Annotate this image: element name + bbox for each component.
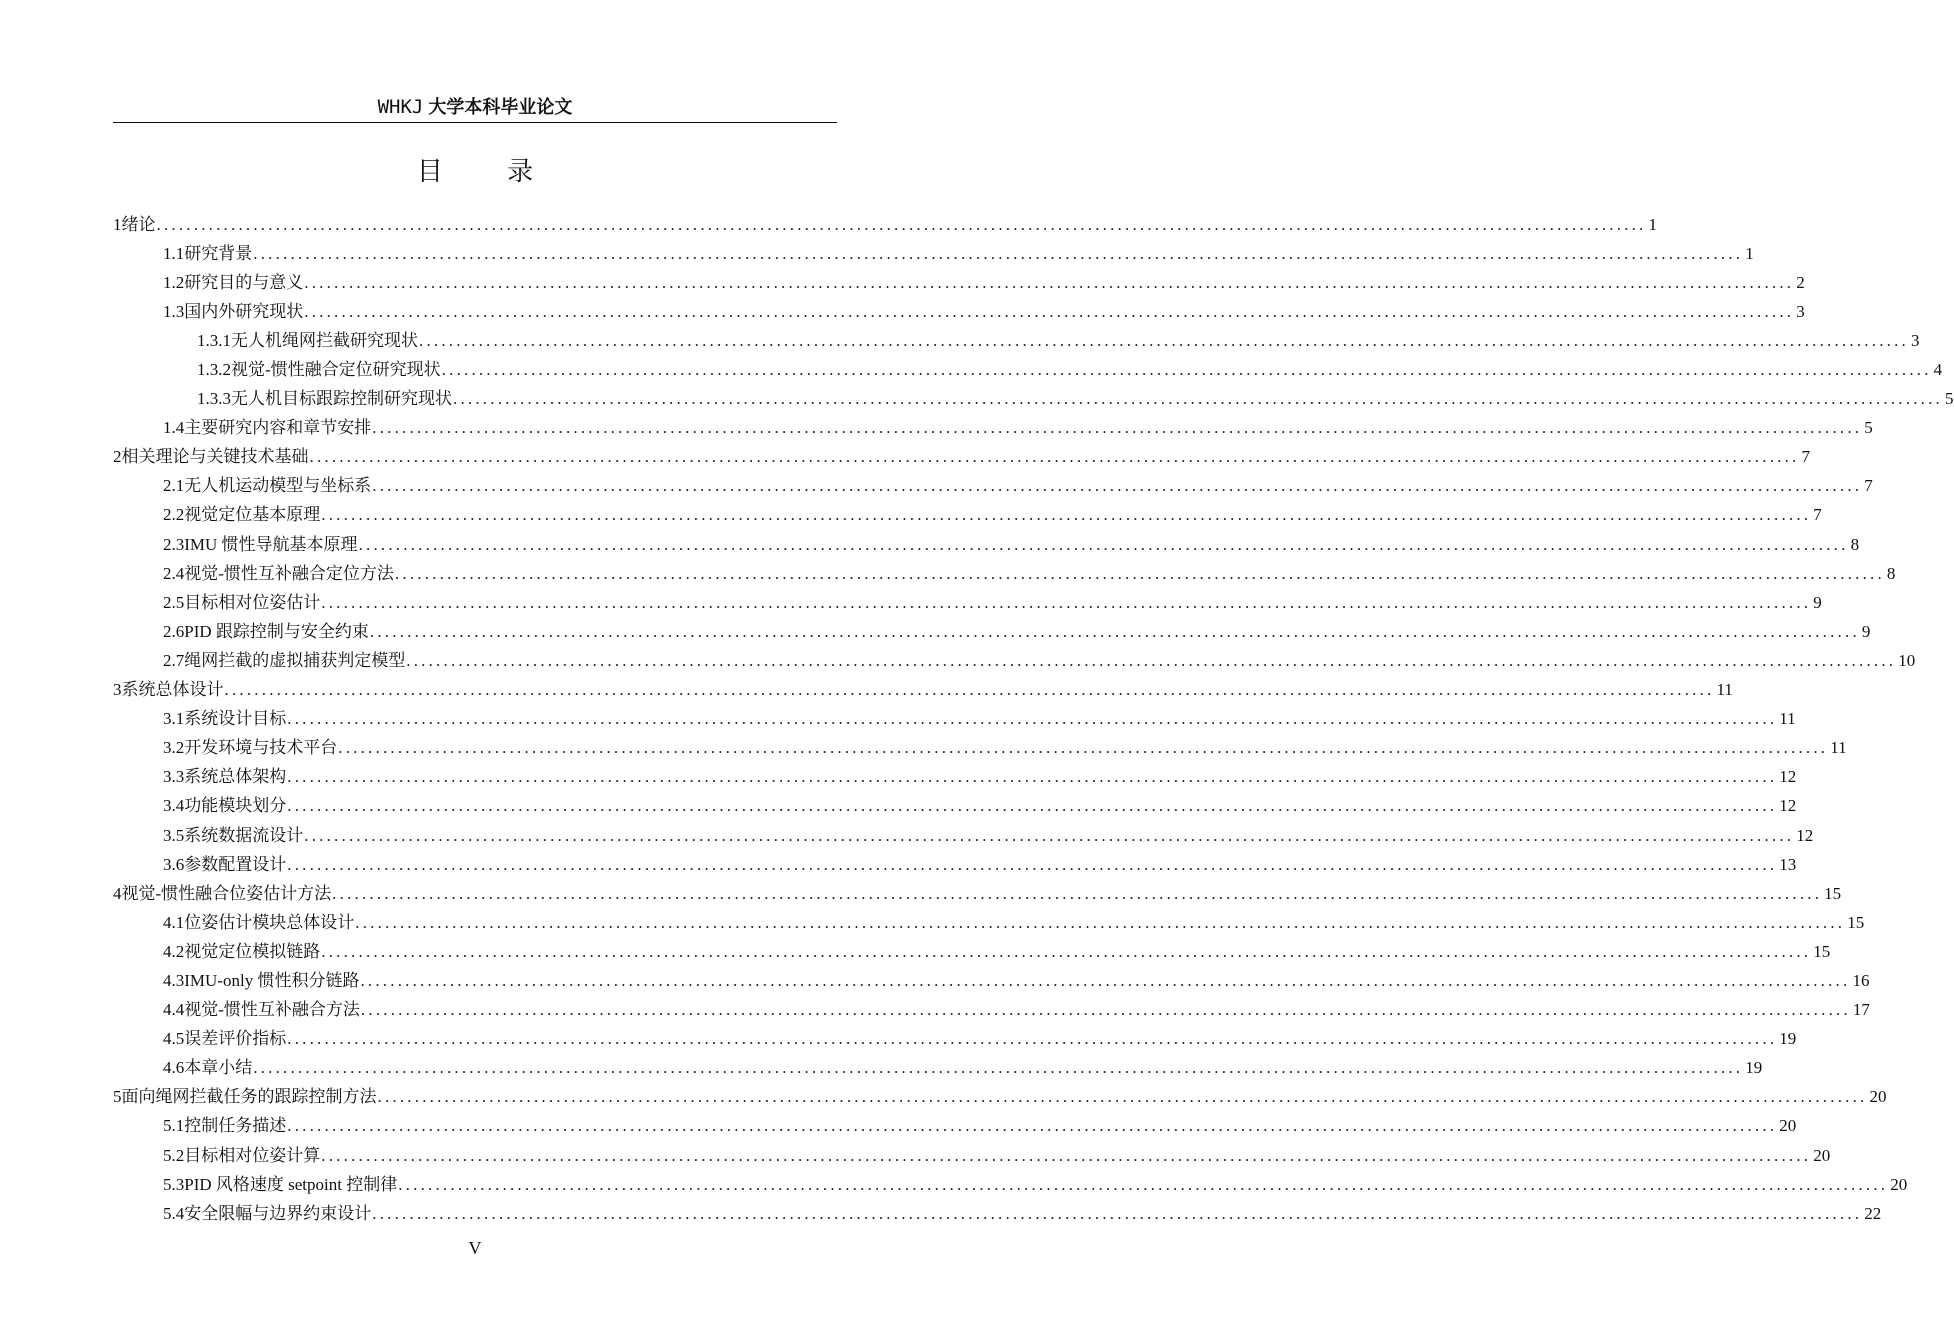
toc-entry-number: 2.5	[163, 592, 185, 612]
toc-entry-title: 面向绳网拦截任务的跟踪控制方法	[121, 1087, 377, 1107]
toc-entry[interactable]	[113, 617, 1871, 646]
toc-entry[interactable]	[113, 734, 1847, 763]
toc-leader-dots: ........................................................................................................................................................................................................	[321, 1145, 1812, 1165]
toc-entry[interactable]	[113, 385, 1954, 414]
toc-entry-title: IMU 惯性导航基本原理	[184, 534, 358, 554]
toc-entry[interactable]	[113, 210, 1657, 239]
toc-leader-dots: ........................................................................................................................................................................................................	[321, 941, 1812, 961]
running-header	[113, 92, 837, 123]
toc-leader-dots: ........................................................................................................................................................................................................	[287, 854, 1778, 874]
toc-entry-title: 视觉定位基本原理	[184, 505, 321, 525]
toc-entry-title: 本章小结	[184, 1058, 253, 1078]
toc-entry-page: 15	[1847, 912, 1865, 932]
toc-entry-title: 系统总体设计	[121, 680, 224, 700]
toc-entry-number: 5	[113, 1087, 122, 1107]
toc-entry[interactable]	[113, 1170, 1908, 1199]
toc-leader-dots: ........................................................................................................................................................................................................	[304, 272, 1795, 292]
toc-entry[interactable]	[113, 1025, 1797, 1054]
toc-entry-number: 1.3.2	[197, 360, 231, 380]
toc-entry[interactable]	[113, 1083, 1887, 1112]
header-thesis-title: 大学本科毕业论文	[428, 97, 573, 118]
toc-entry-number: 3.4	[163, 796, 185, 816]
toc-entry-page: 19	[1779, 1029, 1797, 1049]
toc-entry[interactable]	[113, 559, 1896, 588]
toc-entry[interactable]	[113, 763, 1797, 792]
table-of-contents	[113, 210, 1954, 1228]
toc-leader-dots: ........................................................................................................................................................................................................	[355, 912, 1846, 932]
toc-entry-number: 1.3.1	[197, 330, 231, 350]
toc-entry-page: 16	[1852, 970, 1870, 990]
toc-entry-title: 目标相对位姿计算	[184, 1145, 321, 1165]
toc-entry[interactable]	[113, 1112, 1797, 1141]
toc-entry-title: IMU-only 惯性积分链路	[184, 970, 360, 990]
toc-entry-number: 5.2	[163, 1145, 185, 1165]
toc-entry-page: 4	[1933, 360, 1943, 380]
toc-entry-title: 视觉-惯性互补融合方法	[184, 1000, 360, 1020]
toc-entry-number: 3.5	[163, 825, 185, 845]
toc-leader-dots: ........................................................................................................................................................................................................	[372, 1203, 1863, 1223]
toc-entry-title: 功能模块划分	[184, 796, 287, 816]
toc-entry-number: 2	[113, 447, 122, 467]
toc-entry-page: 10	[1898, 650, 1916, 670]
toc-entry-title: 位姿估计模块总体设计	[184, 912, 355, 932]
toc-leader-dots: ........................................................................................................................................................................................................	[304, 301, 1795, 321]
toc-entry-title: 研究目的与意义	[184, 272, 304, 292]
toc-entry-page: 19	[1745, 1058, 1763, 1078]
toc-leader-dots: ........................................................................................................................................................................................................	[360, 1000, 1851, 1020]
toc-entry-page: 12	[1779, 767, 1797, 787]
toc-entry-title: 绳网拦截的虚拟捕获判定模型	[184, 650, 406, 670]
toc-entry-title: 目标相对位姿估计	[184, 592, 321, 612]
toc-leader-dots: ........................................................................................................................................................................................................	[441, 360, 1932, 380]
toc-leader-dots: ........................................................................................................................................................................................................	[156, 214, 1647, 234]
toc-entry-number: 1.4	[163, 418, 185, 438]
toc-entry-number: 2.7	[163, 650, 185, 670]
toc-entry-page: 20	[1869, 1087, 1887, 1107]
toc-entry[interactable]	[113, 996, 1870, 1025]
toc-leader-dots: ........................................................................................................................................................................................................	[398, 1174, 1889, 1194]
toc-entry-number: 2.6	[163, 621, 185, 641]
toc-leader-dots: ........................................................................................................................................................................................................	[287, 767, 1778, 787]
toc-entry[interactable]	[113, 268, 1805, 297]
toc-entry-page: 12	[1779, 796, 1797, 816]
toc-leader-dots: ........................................................................................................................................................................................................	[309, 447, 1800, 467]
toc-entry-number: 2.2	[163, 505, 185, 525]
toc-leader-dots: ........................................................................................................................................................................................................	[287, 796, 1778, 816]
toc-entry[interactable]	[113, 501, 1822, 530]
toc-entry-number: 4.3	[163, 970, 185, 990]
toc-entry[interactable]	[113, 850, 1797, 879]
toc-entry-page: 11	[1779, 709, 1796, 729]
toc-entry-page: 5	[1864, 418, 1873, 438]
toc-leader-dots: ........................................................................................................................................................................................................	[287, 709, 1778, 729]
toc-entry[interactable]	[113, 355, 1943, 384]
toc-entry-number: 3.6	[163, 854, 185, 874]
toc-leader-dots: ........................................................................................................................................................................................................	[453, 389, 1943, 409]
toc-entry-title: 视觉定位模拟链路	[184, 941, 321, 961]
toc-leader-dots: ........................................................................................................................................................................................................	[287, 1116, 1778, 1136]
toc-entry[interactable]	[113, 937, 1831, 966]
toc-entry-title: 安全限幅与边界约束设计	[184, 1203, 372, 1223]
toc-entry-number: 4.1	[163, 912, 185, 932]
toc-leader-dots: ........................................................................................................................................................................................................	[338, 738, 1829, 758]
toc-entry-number: 5.1	[163, 1116, 185, 1136]
toc-entry-page: 20	[1813, 1145, 1831, 1165]
toc-entry[interactable]	[113, 792, 1797, 821]
toc-entry[interactable]	[113, 239, 1754, 268]
toc-entry[interactable]	[113, 472, 1873, 501]
toc-entry-page: 15	[1813, 941, 1831, 961]
toc-entry-page: 11	[1830, 738, 1847, 758]
toc-entry[interactable]	[113, 588, 1822, 617]
toc-entry[interactable]	[113, 1054, 1763, 1083]
toc-entry-title: 控制任务描述	[184, 1116, 287, 1136]
page-number: V	[468, 1238, 482, 1258]
toc-leader-dots: ........................................................................................................................................................................................................	[360, 970, 1851, 990]
toc-entry-page: 22	[1864, 1203, 1882, 1223]
toc-leader-dots: ........................................................................................................................................................................................................	[419, 330, 1909, 350]
toc-entry-title: 绪论	[121, 214, 156, 234]
toc-entry-number: 2.3	[163, 534, 185, 554]
toc-leader-dots: ........................................................................................................................................................................................................	[406, 650, 1897, 670]
toc-entry-title: PID 风格速度 setpoint 控制律	[184, 1174, 398, 1194]
toc-leader-dots: ........................................................................................................................................................................................................	[377, 1087, 1868, 1107]
toc-entry-page: 15	[1824, 883, 1842, 903]
toc-entry[interactable]	[113, 1141, 1831, 1170]
toc-entry-title: 研究背景	[184, 243, 253, 263]
toc-entry-page: 8	[1886, 563, 1896, 583]
toc-entry-page: 20	[1779, 1116, 1797, 1136]
toc-leader-dots: ........................................................................................................................................................................................................	[358, 534, 1849, 554]
toc-entry-title: 无人机目标跟踪控制研究现状	[231, 389, 452, 409]
toc-entry[interactable]	[113, 821, 1814, 850]
toc-entry-number: 4.5	[163, 1029, 185, 1049]
toc-entry-title: 主要研究内容和章节安排	[184, 418, 372, 438]
toc-entry-number: 3.2	[163, 738, 185, 758]
toc-entry-number: 5.4	[163, 1203, 185, 1223]
toc-entry-title: 系统总体架构	[184, 767, 287, 787]
toc-entry-number: 1.2	[163, 272, 185, 292]
toc-leader-dots: ........................................................................................................................................................................................................	[394, 563, 1885, 583]
toc-entry-page: 7	[1813, 505, 1822, 525]
toc-entry-number: 4	[113, 883, 122, 903]
toc-entry-page: 9	[1813, 592, 1822, 612]
toc-entry[interactable]	[113, 297, 1805, 326]
toc-entry-number: 1.1	[163, 243, 185, 263]
toc-entry-title: PID 跟踪控制与安全约束	[184, 621, 369, 641]
toc-entry-page: 3	[1911, 330, 1920, 350]
toc-entry-page: 3	[1796, 301, 1805, 321]
toc-entry-number: 4.2	[163, 941, 185, 961]
toc-entry-page: 12	[1796, 825, 1814, 845]
toc-leader-dots: ........................................................................................................................................................................................................	[372, 476, 1863, 496]
toc-leader-dots: ........................................................................................................................................................................................................	[321, 592, 1812, 612]
toc-entry-page: 20	[1890, 1174, 1908, 1194]
toc-leader-dots: ........................................................................................................................................................................................................	[253, 1058, 1744, 1078]
toc-entry[interactable]	[113, 414, 1873, 443]
toc-entry-number: 1.3.3	[197, 389, 231, 409]
page-title: 目 录	[416, 157, 562, 187]
toc-entry-title: 视觉-惯性融合定位研究现状	[231, 360, 441, 380]
toc-entry-title: 系统设计目标	[184, 709, 287, 729]
toc-entry-number: 3.1	[163, 709, 185, 729]
toc-entry-page: 5	[1945, 389, 1954, 409]
toc-entry[interactable]	[113, 879, 1842, 908]
toc-entry-title: 视觉-惯性互补融合定位方法	[184, 563, 394, 583]
toc-entry[interactable]	[113, 1199, 1882, 1228]
toc-entry-title: 无人机运动模型与坐标系	[184, 476, 372, 496]
toc-entry-page: 1	[1648, 214, 1657, 234]
toc-leader-dots: ........................................................................................................................................................................................................	[287, 1029, 1778, 1049]
toc-leader-dots: ........................................................................................................................................................................................................	[304, 825, 1795, 845]
toc-entry[interactable]	[113, 966, 1870, 995]
toc-entry-page: 8	[1850, 534, 1860, 554]
toc-leader-dots: ........................................................................................................................................................................................................	[224, 680, 1715, 700]
header-school-code: WHKJ	[377, 96, 424, 118]
toc-entry-number: 5.3	[163, 1174, 185, 1194]
toc-entry-page: 17	[1852, 1000, 1870, 1020]
toc-entry-number: 3	[113, 680, 122, 700]
toc-leader-dots: ........................................................................................................................................................................................................	[372, 418, 1863, 438]
toc-leader-dots: ........................................................................................................................................................................................................	[332, 883, 1823, 903]
toc-entry-title: 参数配置设计	[184, 854, 287, 874]
toc-entry[interactable]	[113, 676, 1733, 705]
toc-entry-number: 2.1	[163, 476, 185, 496]
toc-entry-number: 4.6	[163, 1058, 185, 1078]
toc-leader-dots: ........................................................................................................................................................................................................	[253, 243, 1744, 263]
toc-entry-title: 系统数据流设计	[184, 825, 304, 845]
toc-entry-title: 相关理论与关键技术基础	[121, 447, 309, 467]
toc-entry-title: 开发环境与技术平台	[184, 738, 338, 758]
toc-entry-page: 13	[1779, 854, 1797, 874]
toc-entry[interactable]	[113, 705, 1796, 734]
toc-entry-title: 国内外研究现状	[184, 301, 304, 321]
toc-entry-number: 1	[113, 214, 122, 234]
toc-entry[interactable]	[113, 530, 1860, 559]
toc-entry-page: 7	[1801, 447, 1810, 467]
toc-entry-number: 2.4	[163, 563, 185, 583]
toc-entry-number: 4.4	[163, 1000, 185, 1020]
toc-entry-title: 视觉-惯性融合位姿估计方法	[121, 883, 332, 903]
toc-entry-number: 3.3	[163, 767, 185, 787]
toc-entry-number: 1.3	[163, 301, 185, 321]
toc-leader-dots: ........................................................................................................................................................................................................	[369, 621, 1860, 641]
toc-entry-page: 11	[1716, 680, 1733, 700]
toc-entry-title: 无人机绳网拦截研究现状	[231, 330, 418, 350]
toc-leader-dots: ........................................................................................................................................................................................................	[321, 505, 1812, 525]
toc-entry[interactable]	[113, 908, 1865, 937]
toc-entry-page: 9	[1861, 621, 1871, 641]
toc-entry[interactable]	[113, 326, 1920, 355]
toc-entry[interactable]	[113, 646, 1916, 675]
toc-entry[interactable]	[113, 443, 1810, 472]
toc-entry-page: 7	[1864, 476, 1873, 496]
toc-entry-page: 2	[1796, 272, 1805, 292]
toc-entry-page: 1	[1745, 243, 1754, 263]
toc-entry-title: 误差评价指标	[184, 1029, 287, 1049]
